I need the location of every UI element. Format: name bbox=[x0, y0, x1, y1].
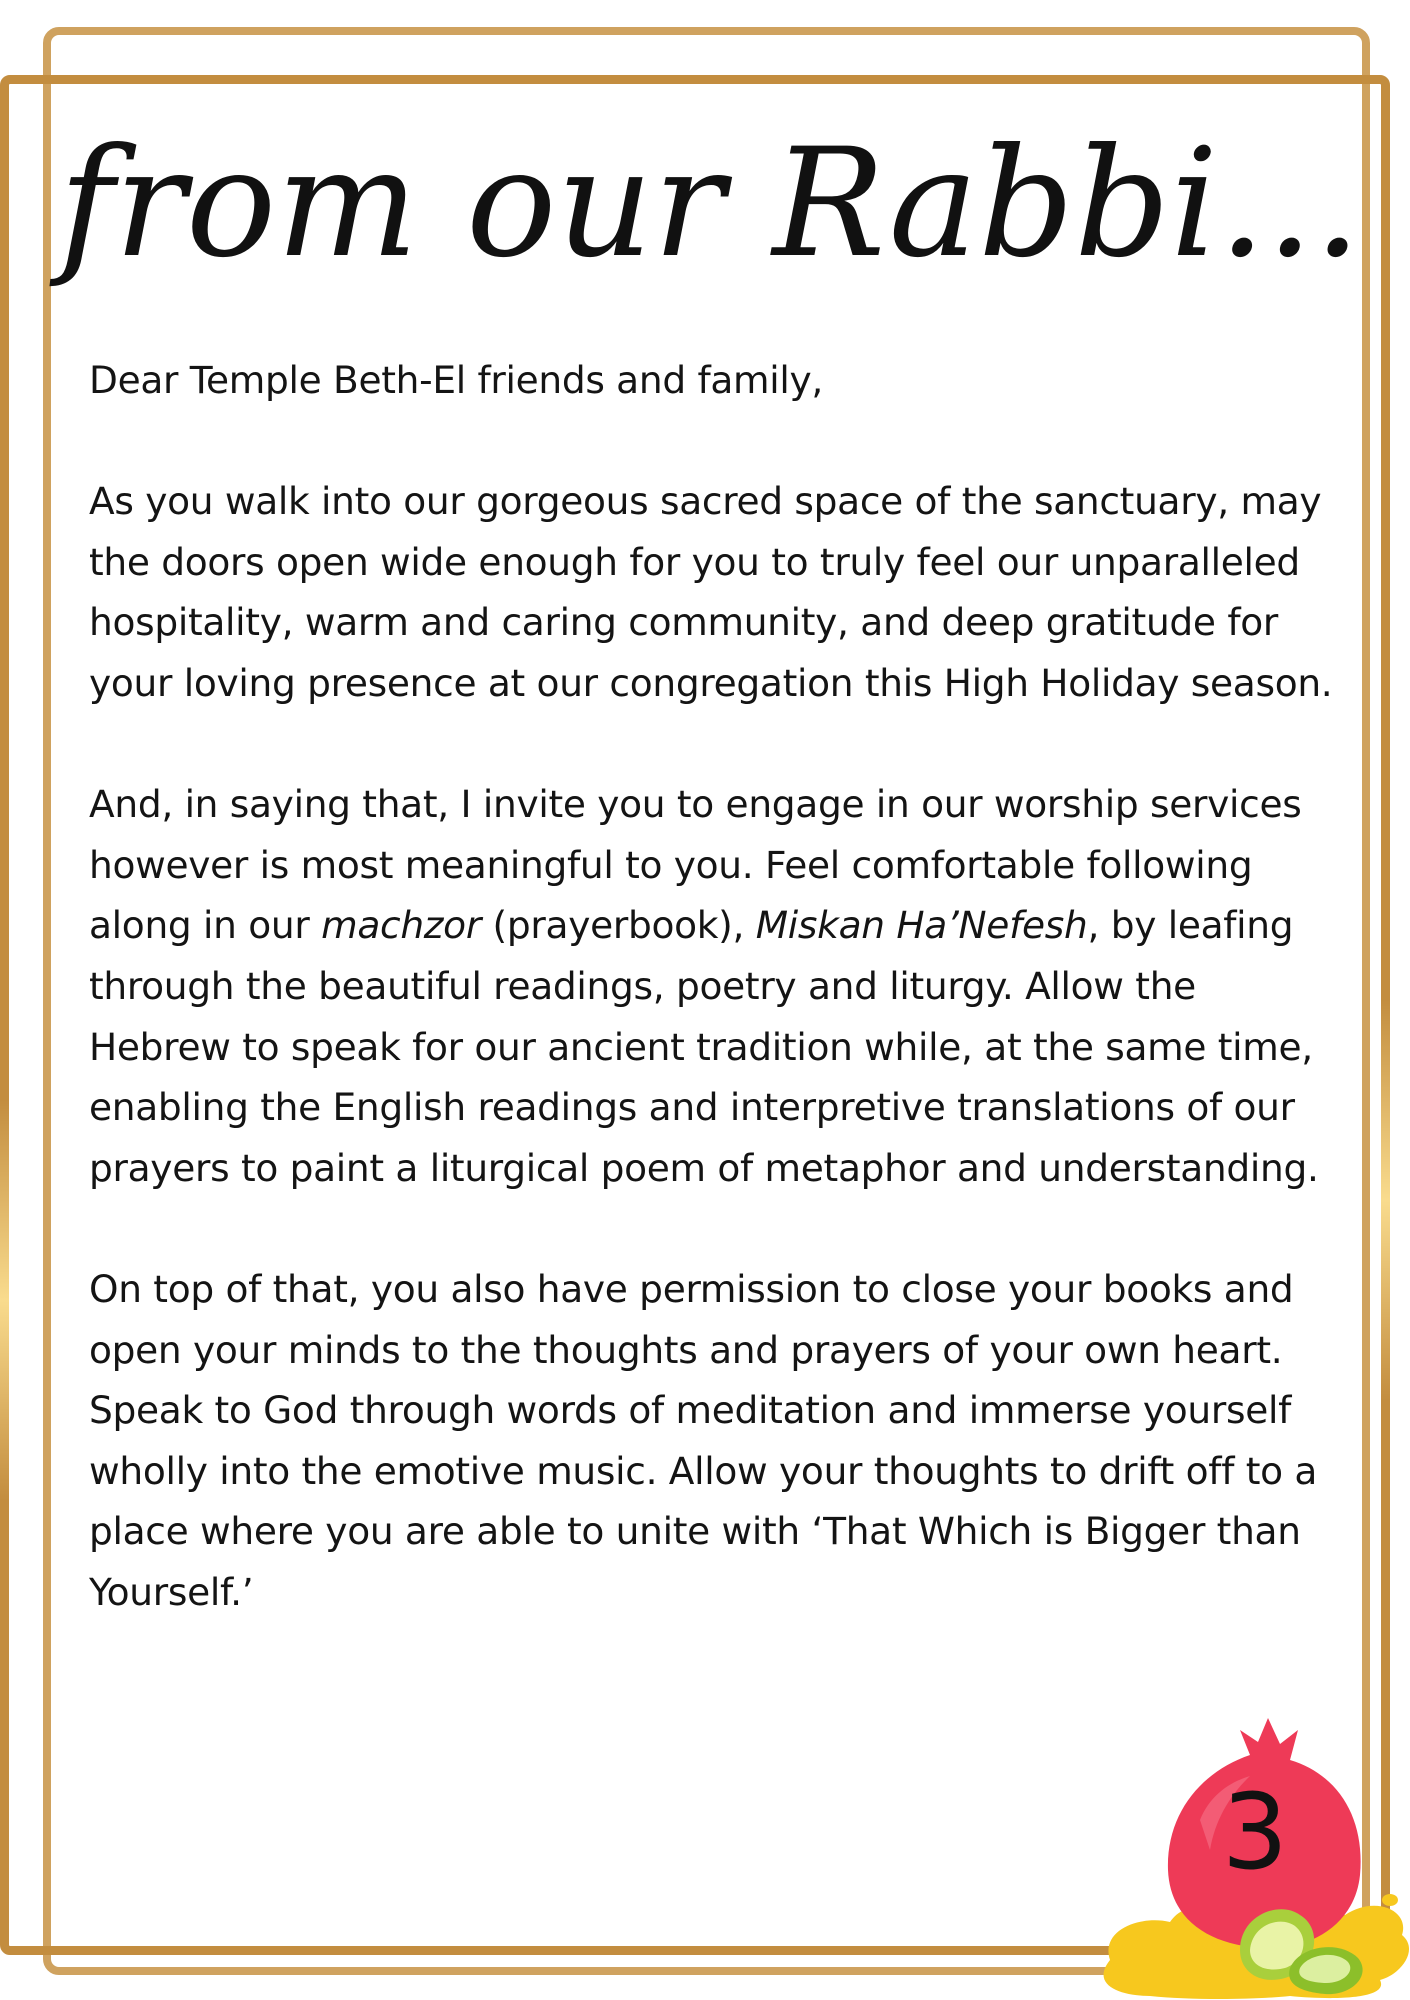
paragraph-line: however is most meaningful to you. Feel comfortable following bbox=[89, 842, 1253, 887]
paragraph-line: Hebrew to speak for our ancient tradition while, at the same time, bbox=[89, 1024, 1313, 1069]
paragraph-line: place where you are able to unite with ‘That Which is Bigger than bbox=[89, 1509, 1301, 1554]
frame-glint-right bbox=[1381, 1000, 1390, 1400]
paragraph-line: through the beautiful readings, poetry and liturgy. Allow the bbox=[89, 963, 1196, 1008]
text-run: (prayerbook), bbox=[480, 903, 756, 948]
rabbi-letter bbox=[89, 350, 1344, 1683]
paragraph-line: On top of that, you also have permission to close your books and bbox=[89, 1266, 1294, 1311]
page-number: 3 bbox=[1221, 1771, 1289, 1893]
paragraph-line: open your minds to the thoughts and prayers of your own heart. bbox=[89, 1327, 1283, 1372]
paragraph-line: your loving presence at our congregation this High Holiday season. bbox=[89, 660, 1333, 705]
frame-glint-left bbox=[0, 1100, 9, 1500]
paragraph-line: enabling the English readings and interpretive translations of our bbox=[89, 1085, 1295, 1130]
title-text: from our Rabbi... bbox=[58, 117, 1362, 291]
paragraph-line: And, in saying that, I invite you to engage in our worship services bbox=[89, 782, 1302, 827]
script-title-graphic bbox=[58, 70, 1362, 330]
machzor-term: machzor bbox=[321, 903, 481, 948]
letter-greeting: Dear Temple Beth-El friends and family, bbox=[89, 358, 824, 402]
paragraph-line: hospitality, warm and caring community, and deep gratitude for bbox=[89, 600, 1278, 645]
letter-paragraph-3 bbox=[89, 1259, 1344, 1623]
paragraph-line: Speak to God through words of meditation and immerse yourself bbox=[89, 1388, 1292, 1433]
page-title bbox=[58, 70, 1362, 330]
letter-paragraph-1 bbox=[89, 471, 1344, 713]
paragraph-line: wholly into the emotive music. Allow your thoughts to drift off to a bbox=[89, 1448, 1318, 1493]
text-run: along in our bbox=[89, 903, 322, 948]
honey-drop-icon bbox=[1382, 1894, 1398, 1906]
paragraph-line: prayers to paint a liturgical poem of metaphor and understanding. bbox=[89, 1145, 1319, 1190]
prayerbook-title: Miskan Ha’Nefesh bbox=[755, 903, 1088, 948]
paragraph-line-with-book-titles bbox=[89, 895, 1344, 956]
paragraph-line: the doors open wide enough for you to truly feel our unparalleled bbox=[89, 539, 1300, 584]
paragraph-line: As you walk into our gorgeous sacred space of the sanctuary, may bbox=[89, 479, 1322, 524]
paragraph-line: Yourself.’ bbox=[89, 1569, 254, 1614]
letter-paragraph-2 bbox=[89, 774, 1344, 1198]
text-run: , by leafing bbox=[1087, 903, 1294, 948]
